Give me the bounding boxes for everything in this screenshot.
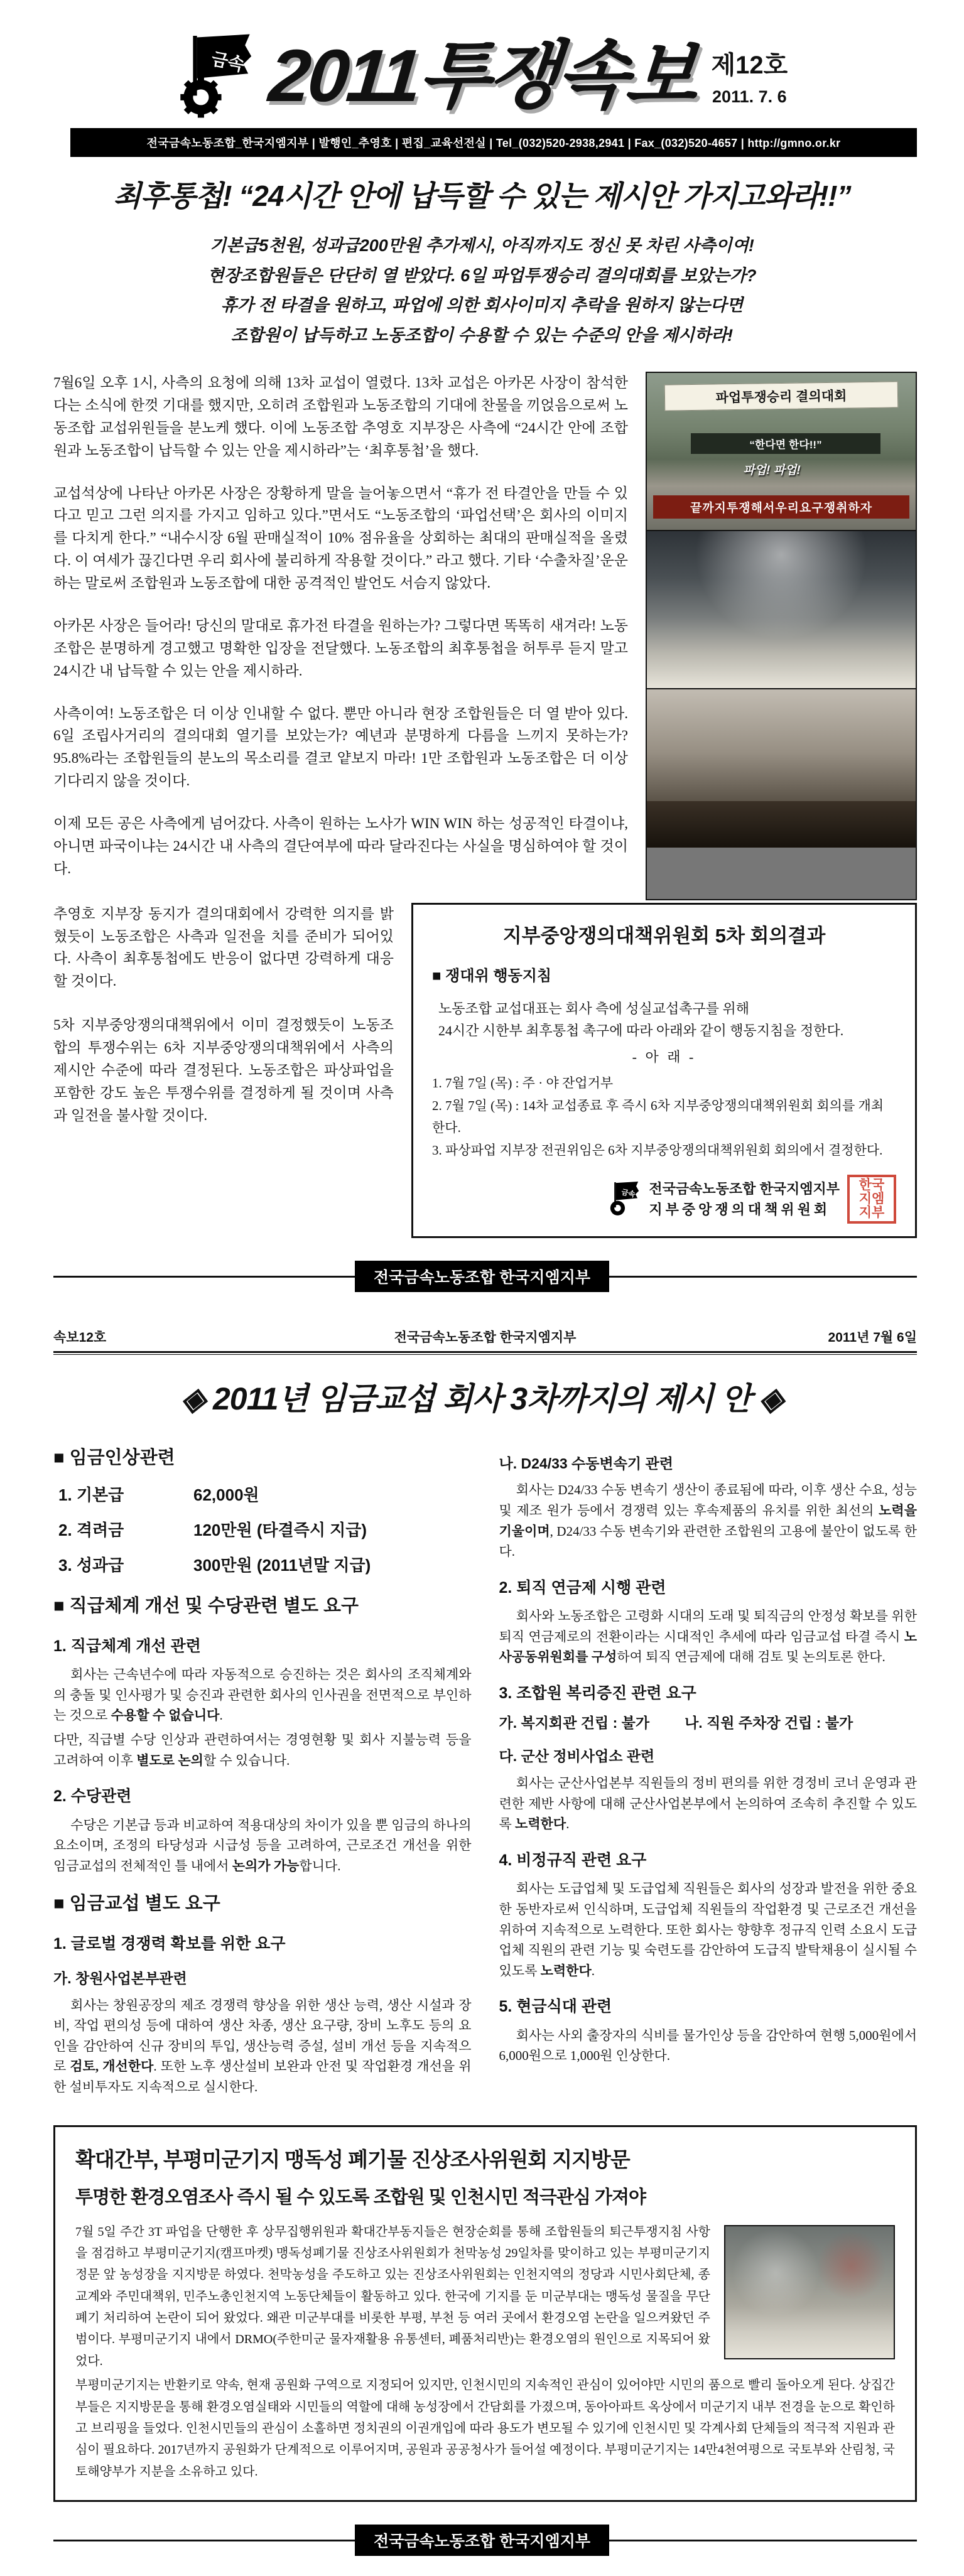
body-paragraph: 아카몬 사장은 들어라! 당신의 말대로 휴가전 타결을 원하는가? 그렇다면 똑똑히 새겨라! 노동조합은 분명하게 경고했고 명확한 입장을 전달했다. 노동조합의 최후통첩을 허투루 듣지 말고 24시간 내 납득할 수 있는 안을 제시하라. — [53, 617, 628, 679]
wage-item-label: 1. 기본급 — [58, 1485, 124, 1504]
subsection-global-title: 1. 글로벌 경쟁력 확보를 위한 요구 — [53, 1935, 286, 1953]
section-heading-wage: ■ 임금인상관련 — [53, 1447, 175, 1468]
welfare-item-parking: 나. 직원 주차장 건립 : 불가 — [685, 1714, 853, 1731]
article-side-column — [53, 903, 394, 1238]
issue-number: 제12호 — [711, 51, 788, 79]
subsection-gearbox-title: 나. D24/33 수동변속기 관련 — [499, 1455, 673, 1472]
guideline-intro-line: 노동조합 교섭대표는 회사 측에 성실교섭촉구를 위해 — [438, 1000, 750, 1016]
masthead — [0, 0, 964, 157]
publication-info-bar: 전국금속노동조합_한국지엠지부 | 발행인_추영호 | 편집_교육선전실 | Tel_(032)520-2938,2941 | Fax_(032)520-4657 | http://gmno.or.kr — [70, 128, 917, 157]
subsection-welfare-title: 3. 조합원 복리증진 관련 요구 — [499, 1684, 696, 1703]
negotiation-table-photo — [647, 689, 916, 848]
wage-offer-headline: ◈ 2011년 임금교섭 회사 3차까지의 제시 안 ◈ — [181, 1381, 783, 1416]
subsection-allowance-title: 2. 수당관련 — [53, 1787, 132, 1806]
visit-paragraph: 부평미군기지는 반환키로 약속, 현재 공원화 구역으로 지정되어 있지만, 인천시민의 지속적인 관심이 있어야만 시민의 품으로 빨리 돌아오게 된다. 상집간부들은 지지방문을 통해 환경오염실태와 시민들의 역할에 대해 농성장에서 간담회를 가졌으며, 동아아파트 옥상에서 미군기지 내부 전경을 눈으로 확인하고 브리핑을 들었다. 인천시민들의 관심이 소홀하면 정치권의 이권개입에 따라 용도가 변모될 수 있기에 인천시민 및 각계사회 단체들의 적극적 지원과 관심이 필요하다. 2017년까지 공원화가 단계적으로 이루어지며, 공원과 공공청사가 들어설 예정이다. 부평미군기지는 14만4천여평으로 국토부와 산림청, 국토해양부가 지분을 소유하고 있다. — [75, 2378, 895, 2479]
visit-box-title-1: 확대간부, 부평미군기지 맹독성 폐기물 진상조사위원회 지지방문 — [75, 2147, 630, 2171]
wage-item-row — [58, 1517, 472, 1543]
page2-left-column — [53, 1442, 472, 2101]
signature-committee: 지부중앙쟁의대책위원회 — [649, 1201, 831, 1217]
issue-date: 2011. 7. 6 — [712, 87, 787, 106]
page2-divider — [53, 1351, 917, 1355]
crowd-sitin-photo — [647, 531, 916, 689]
svg-text:금속: 금속 — [620, 1188, 637, 1199]
body-paragraph: 교섭석상에 나타난 아카몬 사장은 장황하게 말을 늘어놓으면서 “휴가 전 타결안을 만들 수 있다고 믿고 그런 의지를 가지고 임하고 있다.”면서도 “노동조합의 ‘파업선택’은 회사의 이미지를 다치게 한다.” “내수시장 6월 판매실적이 10% 점유율을 상회하는 최대의 판매실적을 올렸다. 이 여세가 끊긴다면 우리 회사에 불리하게 작용할 것이다.” 라고 했다. 기타 ‘수출차질’운운하는 말로써 조합원과 노동조합에 대한 공격적인 발언도 서슴지 않았다. — [53, 485, 628, 591]
rally-banner-bottom: 끝까지투쟁해서우리요구쟁취하자 — [653, 495, 909, 519]
newsletter-title: 2011투쟁속보 — [265, 35, 699, 117]
below-label: - 아 래 - — [632, 1049, 696, 1065]
visit-paragraph: 7월 5일 주간 3T 파업을 단행한 후 상무집행위원과 확대간부동지들은 현장순회를 통해 조합원들의 퇴근투쟁지침 사항을 점검하고 부평미군기지(캠프마켓) 맹독성폐기물 진상조사위원회가 천막농성 29일차를 맞이하고 있는 부평미군기지 정문 앞 농성장을 지지방문 하였다. 천막농성을 주도하고 있는 진상조사위원회는 인천지역의 정당과 시민사회단체, 종교계와 주민대책위, 민주노총인천지역 노동단체들이 활동하고 있다. 한국에 기지를 둔 미군부대는 맹독성 물질을 무단폐기 처리하여 논란이 되어 왔었다. 왜관 미군부대를 비롯한 부평, 부천 등 여러 곳에서 환경오염 논란을 일으켜왔던 주범이다. 부평미군기지 내에서 DRMO(주한미군 물자재활용 유통센터, 폐품처리반)는 환경오염의 원인으로 지목되어 왔었다. — [75, 2224, 710, 2368]
lead-line: 조합원이 납득하고 노동조합이 수용할 수 있는 수준의 안을 제시하라! — [230, 325, 734, 345]
page2-footer — [0, 2525, 964, 2555]
side-paragraph: 추영호 지부장 동지가 결의대회에서 강력한 의지를 밝혔듯이 노동조합은 사측과 일전을 치를 준비가 되어있다. 사측이 최후통첩에도 반응이 없다면 강력하게 대응할 것이다. — [53, 905, 394, 989]
guideline-item: 2. 7월 7일 (목) : 14차 교섭종료 후 즉시 6차 지부중앙쟁의대책위원회 회의를 개최한다. — [432, 1097, 884, 1136]
guideline-intro-line: 24시간 시한부 최후통첩 촉구에 따라 아래와 같이 행동지침을 정한다. — [438, 1022, 844, 1038]
kumsok-union-logo-icon — [176, 33, 257, 119]
signature-org: 전국금속노동조합 한국지엠지부 — [649, 1180, 840, 1197]
wage-item-value: 300만원 (2011년말 지급) — [193, 1556, 371, 1575]
page2-header-left: 속보12호 — [53, 1330, 107, 1345]
subsection-gunsan-title: 다. 군산 정비사업소 관련 — [499, 1748, 655, 1765]
page2-right-column — [499, 1442, 918, 2101]
section-heading-separate: ■ 임금교섭 별도 요구 — [53, 1894, 220, 1914]
meal-paragraph: 회사는 사외 출장자의 식비를 물가인상 등을 감안하여 현행 5,000원에서 6,000원으로 1,000원 인상한다. — [499, 2027, 917, 2064]
visit-box-title-2: 투명한 환경오염조사 즉시 될 수 있도록 조합원 및 인천시민 적극관심 가져야 — [75, 2187, 646, 2207]
rally-stage-photo — [647, 373, 916, 531]
visit-report-box — [53, 2125, 917, 2503]
rally-banner-strike: 파업! 파업! — [743, 464, 801, 478]
lead-line: 현장조합원들은 단단히 열 받았다. 6일 파업투쟁승리 결의대회를 보았는가? — [207, 266, 757, 285]
side-paragraph: 5차 지부중앙쟁의대책위에서 이미 결정했듯이 노동조합의 투쟁수위는 6차 지부중앙쟁의대책위에서 사측의 제시안 수준에 따라 결정된다. 노동조합은 파상파업을 포함한 강도 높은 투쟁수위를 결정하게 될 것이며 사측과 일전을 불사할 것이다. — [53, 1017, 394, 1123]
wage-item-label: 2. 격려금 — [58, 1521, 124, 1540]
visit-group-photo — [724, 2225, 895, 2359]
stamp-text: 한국지엠지부 — [858, 1177, 885, 1220]
article-negotiation — [53, 372, 917, 1238]
irregular-paragraph: 회사는 도급업체 및 도급업체 직원들은 회사의 성장과 발전을 위한 중요한 동반자로써 인식하며, 도급업체 직원들의 작업환경 및 근로조건 개선을 위하여 지속적으로 노력한다. 또한 회사는 향향후 정규직 인력 소요시 도급업체 직원의 관련 기능 및 숙련도를 감안하여 도급직 발탁채용이 실시될 수 있도록 노력한다. — [499, 1881, 917, 1978]
page1-footer-bar: 전국금속노동조합 한국지엠지부 — [355, 1261, 609, 1292]
subsection-rank-title: 1. 직급체계 개선 관련 — [53, 1637, 201, 1655]
subsection-changwon-title: 가. 창원사업본부관련 — [53, 1970, 187, 1987]
pension-paragraph: 회사와 노동조합은 고령화 시대의 도래 및 퇴직금의 안정성 확보를 위한 퇴직 연금제로의 전환이라는 시대적인 추세에 따라 임금교섭 타결 즉시 노사공동위원회를 구성하여 퇴직 연금제에 대해 검토 및 논의토론 한다. — [499, 1609, 917, 1665]
lead-line: 기본급5천원, 성과급200만원 추가제시, 아직까지도 정신 못 차린 사측이여! — [210, 236, 754, 255]
body-paragraph: 7월6일 오후 1시, 사측의 요청에 의해 13차 교섭이 열렸다. 13차 교섭은 아카몬 사장이 참석한다는 소식에 한껏 기대를 했지만, 오히려 조합원과 노동조합의 기대에 찬물을 끼얹음으로써 노동조합 교섭위원들을 분노케 했다. 이에 노동조합 추영호 지부장은 사측에 “24시간 안에 조합원과 노동조합이 납득할 수 있는 안을 제시하라”는 ‘최후통첩’을 했다. — [53, 375, 628, 458]
rally-banner-event: 파업투쟁승리 결의대회 — [664, 381, 899, 411]
gunsan-paragraph: 회사는 군산사업본부 직원들의 정비 편의를 위한 경정비 코너 운영과 관련한 제반 사항에 대해 군산사업본부에서 논의하여 조속히 추진할 수 있도록 노력한다. — [499, 1776, 917, 1832]
article-body-column — [53, 372, 628, 900]
allowance-paragraph: 수당은 기본급 등과 비교하여 적용대상의 차이가 있을 뿐 임금의 하나의 요소이며, 조정의 타당성과 시급성 등을 고려하여, 근로조건 개선을 위한 임금교섭의 전체적인 틀 내에서 논의가 가능합니다. — [53, 1817, 472, 1873]
wage-item-label: 3. 성과급 — [58, 1556, 124, 1575]
photo-stack — [646, 372, 917, 900]
subsection-meal-title: 5. 현금식대 관련 — [499, 1998, 612, 2016]
page2-header-center: 전국금속노동조합 한국지엠지부 — [394, 1330, 577, 1345]
lead-line: 휴가 전 타결을 원하고, 파업에 의한 회사이미지 추락을 원하지 않는다면 — [220, 296, 744, 315]
subsection-irregular-title: 4. 비정규직 관련 요구 — [499, 1851, 647, 1869]
rally-banner-slogan: “한다면 한다!!” — [691, 433, 880, 454]
lead-block — [149, 231, 815, 350]
changwon-paragraph: 회사는 창원공장의 제조 경쟁력 향상을 위한 생산 능력, 생산 시설과 장비, 작업 편의성 등에 대하여 생산 차종, 생산 요구량, 장비 노후도 등의 요인을 감안하여 신규 장비의 투입, 생산능력 증설, 설비 개선 등을 지속적으로 검토, 개선한다. 또한 노후 생산설비 보완과 안전 및 작업환경 개선을 위한 설비투자도 지속적으로 실시한다. — [53, 1997, 472, 2094]
wage-item-value: 62,000원 — [193, 1485, 259, 1504]
section-heading-rank: ■ 직급체계 개선 및 수당관련 별도 요구 — [53, 1595, 359, 1616]
page2-header-right: 2011년 7월 6일 — [828, 1330, 917, 1345]
wage-item-row — [58, 1553, 472, 1578]
gearbox-paragraph: 회사는 D24/33 수동 변속기 생산이 종료됨에 따라, 이후 생산 수요, 성능 및 제조 원가 등에서 경쟁력 있는 후속제품의 유치를 위한 최선의 노력을 기울이며, D24/33 수동 변속기와 관련한 조합원의 고용에 불안이 없도록 한다. — [499, 1482, 917, 1560]
page1-footer — [0, 1261, 964, 1291]
union-stamp-icon — [847, 1175, 896, 1224]
main-headline: 최후통첩! “24시간 안에 납득할 수 있는 제시안 가지고와라!!” — [113, 180, 851, 212]
logo-text: 금속 — [209, 48, 247, 75]
rank-paragraph-2: 다만, 직급별 수당 인상과 관련하여서는 경영현황 및 회사 지불능력 등을 고려하여 이후 별도로 논의할 수 있습니다. — [53, 1732, 472, 1768]
meeting-box-title: 지부중앙쟁의대책위원회 5차 회의결과 — [502, 924, 826, 947]
rank-paragraph: 회사는 근속년수에 따라 자동적으로 승진하는 것은 회사의 조직체계와의 충돌 및 인사평가 및 승진과 관련한 회사의 인사권을 전면적으로 부인하는 것으로 수용할 수 없습니다. — [53, 1667, 472, 1723]
welfare-item-hall: 가. 복지회관 건립 : 불가 — [499, 1714, 650, 1731]
action-guideline-heading: ■ 쟁대위 행동지침 — [432, 967, 552, 984]
guideline-item: 1. 7월 7일 (목) : 주 · 야 잔업거부 — [432, 1075, 614, 1091]
union-logo-small-icon — [607, 1181, 641, 1217]
guideline-item: 3. 파상파업 지부장 전권위임은 6차 지부중앙쟁의대책위원회 회의에서 결정한다. — [432, 1143, 883, 1158]
page2-header — [53, 1327, 917, 1346]
body-paragraph: 사측이여! 노동조합은 더 이상 인내할 수 없다. 뿐만 아니라 현장 조합원들은 더 열 받아 있다. 6일 조립사거리의 결의대회 열기를 보았는가? 예년과 분명하게 다름을 느끼지 못하는가? 95.8%라는 조합원들의 분노의 목소리를 결코 얕보지 마라! 1만 조합원과 노동조합은 더 이상 기다리지 않을 것이다. — [53, 705, 628, 789]
wage-item-row — [58, 1482, 472, 1507]
wage-item-value: 120만원 (타결즉시 지급) — [193, 1521, 367, 1540]
meeting-result-box — [411, 903, 917, 1238]
page2-footer-bar: 전국금속노동조합 한국지엠지부 — [355, 2525, 609, 2556]
body-paragraph: 이제 모든 공은 사측에게 넘어갔다. 사측이 원하는 노사가 WIN WIN 하는 성공적인 타결이냐, 아니면 파국이냐는 24시간 내 사측의 결단여부에 따라 달라진다는 사실을 명심하여야 할 것이다. — [53, 816, 628, 876]
subsection-pension-title: 2. 퇴직 연금제 시행 관련 — [499, 1578, 666, 1597]
